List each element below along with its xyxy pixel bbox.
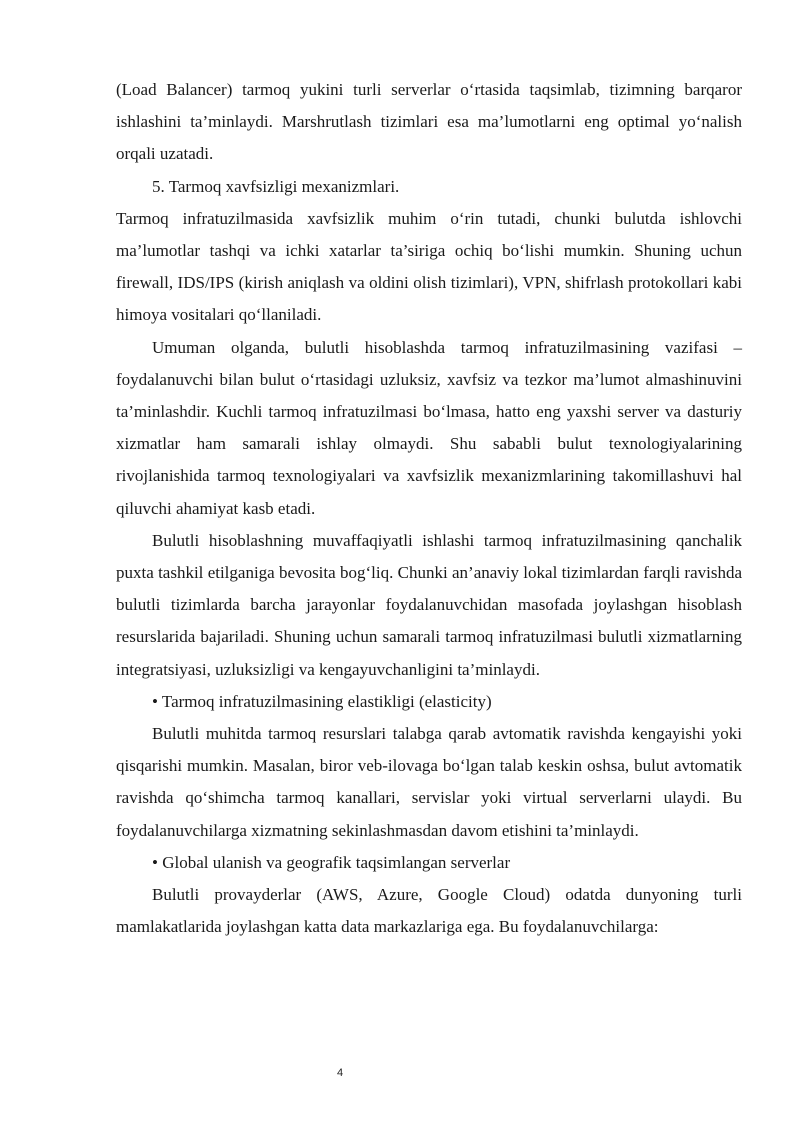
bullet-global-connectivity: • Global ulanish va geografik taqsimlangan serverlar (152, 852, 511, 872)
paragraph-summary: Umuman olganda, bulutli hisoblashda tarmoq infratuzilmasining vazifasi – foydalanuvchi bilan bulut o‘rtasidagi uzluksiz, xavfsiz va tezkor ma’lumot almashinuvini ta’minlashdir. Kuchli tarmoq infratuzilmasi bo‘lmasa, hatto eng yaxshi server va dasturiy xizmatlar ham samarali ishlay olmaydi. Shu sababli bulut texnologiyalarining rivojlanishida tarmoq texnologiyalari va xavfsizlik mexanizmlarining takomillashuvi hal qiluvchi ahamiyat kasb etadi. (116, 337, 742, 518)
paragraph-load-balancer: (Load Balancer) tarmoq yukini turli serverlar o‘rtasida taqsimlab, tizimning barqaror ishlashini ta’minlaydi. Marshrutlash tizimlari esa ma’lumotlarni eng optimal yo‘nalish orqali uzatadi. (116, 80, 742, 164)
paragraph-security-tools: Tarmoq infratuzilmasida xavfsizlik muhim o‘rin tutadi, chunki bulutda ishlovchi ma’lumotlar tashqi va ichki xatarlar ta’siriga ochiq bo‘lishi mumkin. Shuning uchun firewall, IDS/IPS (kirish aniqlash va oldini olish tizimlari), VPN, shifrlash protokollari kabi himoya vositalari qo‘llaniladi. (116, 208, 742, 325)
paragraph-providers: Bulutli provayderlar (AWS, Azure, Google Cloud) odatda dunyoning turli mamlakatlarida joylashgan katta data markazlariga ega. Bu foydalanuvchilarga: (116, 885, 742, 937)
page-number: 4 (336, 1067, 344, 1079)
section-heading-network-security: 5. Tarmoq xavfsizligi mexanizmlari. (152, 176, 400, 196)
bullet-elasticity: • Tarmoq infratuzilmasining elastikligi (elasticity) (152, 691, 492, 711)
body-text (116, 74, 742, 943)
paragraph-cloud-success: Bulutli hisoblashning muvaffaqiyatli ishlashi tarmoq infratuzilmasining qanchalik puxta tashkil etilganiga bevosita bog‘liq. Chunki an’anaviy lokal tizimlardan farqli ravishda bulutli tizimlarda barcha jarayonlar foydalanuvchidan masofada joylashgan hisoblash resurslarida bajariladi. Shuning uchun samarali tarmoq infratuzilmasi bulutli xizmatlarning integratsiyasi, uzluksizligi va kengayuvchanligini ta’minlaydi. (116, 530, 742, 679)
paragraph-elasticity: Bulutli muhitda tarmoq resurslari talabga qarab avtomatik ravishda kengayishi yoki qisqarishi mumkin. Masalan, biror veb-ilovaga bo‘lgan talab keskin oshsa, bulut avtomatik ravishda qo‘shimcha tarmoq kanallari, servislar yoki virtual serverlarni ulaydi. Bu foydalanuvchilarga xizmatning sekinlashmasdan davom etishini ta’minlaydi. (116, 724, 742, 840)
